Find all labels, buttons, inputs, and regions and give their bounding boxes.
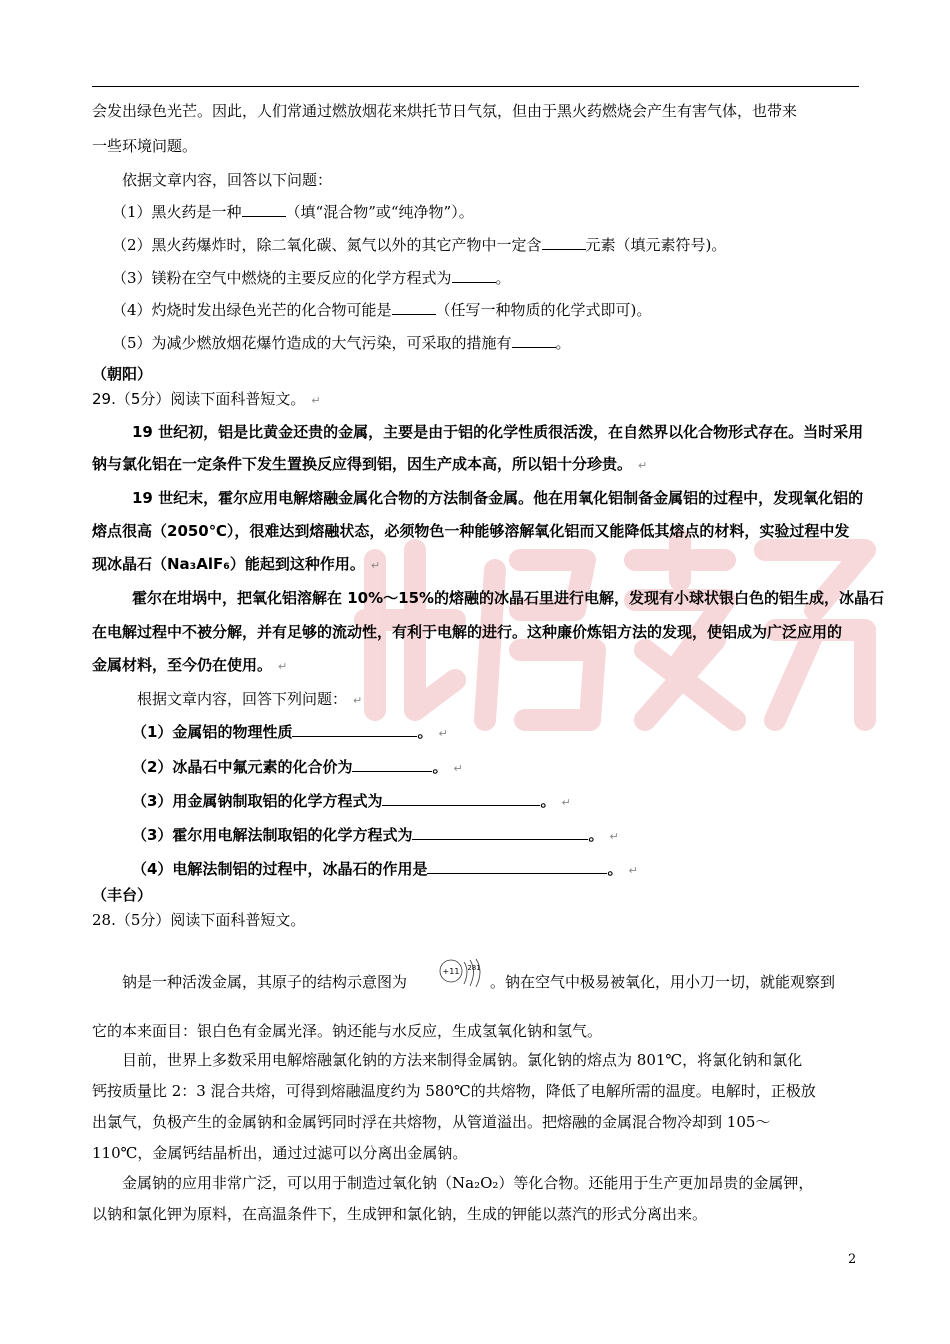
atom-structure-diagram [438, 958, 488, 988]
answer-blank[interactable] [542, 235, 586, 250]
paragraph-mark: ↵ [561, 796, 571, 809]
question-4: （4）电解法制铝的过程中，冰晶石的作用是 。 ↵ [132, 860, 638, 878]
answer-blank[interactable] [392, 300, 436, 315]
paragraph-mark: ↵ [353, 694, 363, 707]
answer-blank[interactable] [512, 333, 556, 348]
answer-blank[interactable] [292, 722, 417, 737]
paragraph-mark: ↵ [278, 660, 288, 673]
paragraph-line: 霍尔在坩埚中，把氧化铝溶解在 10%～15%的熔融的冰晶石里进行电解，发现有小球状银白色的铝生成，冰晶石 [132, 589, 885, 607]
paragraph-mark: ↵ [638, 459, 648, 472]
question-prompt: 根据文章内容，回答下列问题： ↵ [137, 690, 363, 708]
question-prompt: 依据文章内容，回答以下问题： [122, 171, 333, 189]
answer-blank[interactable] [427, 859, 607, 874]
paragraph-line: 目前，世界上多数采用电解熔融氯化钠的方法来制得金属钠。氯化钠的熔点为 801℃，将氯化钠和氯化 [122, 1051, 803, 1069]
paragraph-line: 19 世纪初，铝是比黄金还贵的金属，主要是由于铝的化学性质很活泼，在自然界以化合物形式存在。当时采用 [132, 423, 864, 441]
paragraph-line: 金属钠的应用非常广泛，可以用于制造过氧化钠（Na₂O₂）等化合物。还能用于生产更加昂贵的金属钾， [122, 1174, 814, 1192]
answer-blank[interactable] [412, 825, 588, 840]
section-heading: 29.（5分）阅读下面科普短文。 ↵ [92, 390, 321, 408]
paragraph-line: 钙按质量比 2：3 混合共熔，可得到熔融温度约为 580℃的共熔物，降低了电解所需的温度。电解时，正极放 [92, 1082, 816, 1100]
atom-shell-label: 281 [467, 964, 481, 972]
paragraph-line: 现冰晶石（Na₃AlF₆）能起到这种作用。 ↵ [92, 555, 381, 573]
paragraph-line: 19 世纪末，霍尔应用电解熔融金属化合物的方法制备金属。他在用氧化铝制备金属铝的过程中，发现氧化铝的 [132, 489, 864, 507]
section-label-chaoyang: （朝阳） [92, 365, 153, 383]
atom-nucleus-label: +11 [442, 967, 460, 976]
paragraph-line: 以钠和氯化钾为原料，在高温条件下，生成钾和氯化钠，生成的钾能以蒸汽的形式分离出来。 [92, 1205, 708, 1223]
question-3: （3）用金属钠制取铝的化学方程式为 。 ↵ [132, 792, 571, 810]
question-2: （2）冰晶石中氟元素的化合价为 。 ↵ [132, 758, 463, 776]
section-heading: 28.（5分）阅读下面科普短文。 [92, 911, 306, 929]
paragraph-line: 110℃，金属钙结晶析出，通过过滤可以分离出金属钠。 [92, 1144, 468, 1162]
header-rule [92, 86, 859, 87]
question-3b: （3）霍尔用电解法制取铝的化学方程式为 。 ↵ [132, 826, 619, 844]
answer-blank[interactable] [452, 268, 496, 283]
paragraph-line: 出氯气，负极产生的金属钠和金属钙同时浮在共熔物，从管道溢出。把熔融的金属混合物冷却到 105～ [92, 1113, 771, 1131]
paragraph-line: 金属材料，至今仍在使用。 ↵ [92, 656, 288, 674]
paragraph-mark: ↵ [370, 559, 381, 572]
paragraph-mark: ↵ [438, 727, 448, 740]
paragraph-mark: ↵ [311, 394, 321, 407]
page-number: 2 [848, 1252, 857, 1267]
question-3: （3）镁粉在空气中燃烧的主要反应的化学方程式为 。 [112, 269, 511, 287]
paragraph-line: 钠与氯化铝在一定条件下发生置换反应得到铝，因生产成本高，所以铝十分珍贵。 ↵ [92, 455, 648, 473]
answer-blank[interactable] [352, 757, 432, 772]
answer-blank[interactable] [382, 791, 540, 806]
paragraph-mark: ↵ [628, 864, 638, 877]
question-1: （1）黑火药是一种 （填“混合物”或“纯净物”）。 [112, 203, 474, 221]
section-label-fengtai: （丰台） [92, 886, 153, 904]
text-line: 一些环境问题。 [92, 137, 198, 155]
paragraph-line: 钠是一种活泼金属，其原子的结构示意图为 [122, 973, 408, 991]
paragraph-mark: ↵ [453, 762, 463, 775]
paragraph-line: 在电解过程中不被分解，并有足够的流动性，有利于电解的进行。这种廉价炼铝方法的发现，使铝成为广泛应用的 [92, 623, 843, 641]
paragraph-mark: ↵ [609, 830, 619, 843]
paragraph-line: 。钠在空气中极易被氧化，用小刀一切，就能观察到 [490, 973, 836, 991]
answer-blank[interactable] [242, 202, 286, 217]
question-2: （2）黑火药爆炸时，除二氧化碳、氮气以外的其它产物中一定含 元素（填元素符号)。 [112, 236, 727, 254]
paragraph-line: 它的本来面目：银白色有金属光泽。钠还能与水反应，生成氢氧化钠和氢气。 [92, 1022, 603, 1040]
question-4: （4）灼烧时发出绿色光芒的化合物可能是 （任写一种物质的化学式即可)。 [112, 301, 652, 319]
question-1: （1）金属铝的物理性质 。 ↵ [132, 723, 448, 741]
text-line: 会发出绿色光芒。因此，人们常通过燃放烟花来烘托节日气氛，但由于黑火药燃烧会产生有害气体，也带来 [92, 102, 798, 120]
paragraph-line: 熔点很高（2050℃），很难达到熔融状态，必须物色一种能够溶解氧化铝而又能降低其熔点的材料，实验过程中发 [92, 522, 850, 540]
question-5: （5）为减少燃放烟花爆竹造成的大气污染，可采取的措施有 。 [112, 334, 571, 352]
